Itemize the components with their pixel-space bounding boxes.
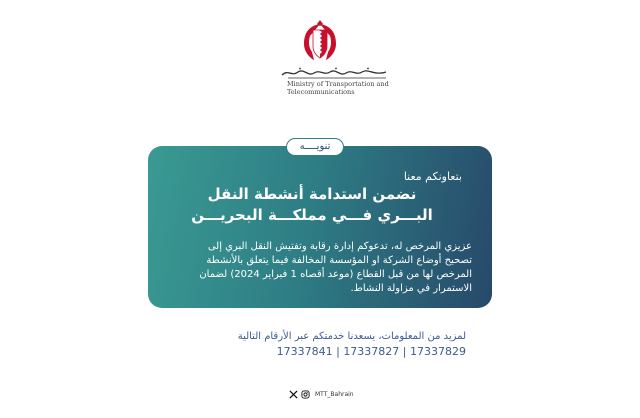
x-icon xyxy=(289,390,298,399)
ministry-name-english: Ministry of Transportation and Telecommunications xyxy=(287,80,389,96)
body-line-4: الاستمرار في مزاولة النشاط. xyxy=(350,283,472,294)
notice-card xyxy=(148,146,492,308)
notice-body xyxy=(166,240,472,296)
contact-line: لمزيد من المعلومات، يسعدنا خدمتكم عبر الأرقام التالية xyxy=(237,331,466,342)
notice-headline xyxy=(162,184,462,226)
body-line-1: عزيزي المرخص له، تدعوكم إدارة رقابة وتفتيش النقل البري إلى xyxy=(207,241,472,252)
contact-info xyxy=(206,330,466,360)
body-line-3: المرخص لها من قبل القطاع (موعد أقصاه 1 فبراير 2024) لضمان xyxy=(199,269,472,280)
body-line-2: تصحيح أوضاع الشركة او المؤسسة المخالفة فيما يتعلق بالأنشطة xyxy=(206,255,472,266)
bahrain-emblem-icon xyxy=(300,18,340,64)
headline-line-2: البـــري فـــي مملكـــة البحريـــن xyxy=(191,206,433,224)
social-handle xyxy=(289,388,354,400)
instagram-icon xyxy=(301,390,310,399)
ministry-arabic-logotype-icon xyxy=(278,66,390,80)
social-handle-text: MTT_Bahrain xyxy=(315,390,354,398)
notice-subtitle: بتعاونكم معنا xyxy=(403,170,462,183)
headline-line-1: نضمن استدامة أنشطة النقل xyxy=(207,185,417,203)
phone-numbers: 17337841 | 17337827 | 17337829 xyxy=(276,345,466,358)
notice-tag: تنويــــه xyxy=(286,138,344,156)
ministry-logo xyxy=(0,18,640,64)
